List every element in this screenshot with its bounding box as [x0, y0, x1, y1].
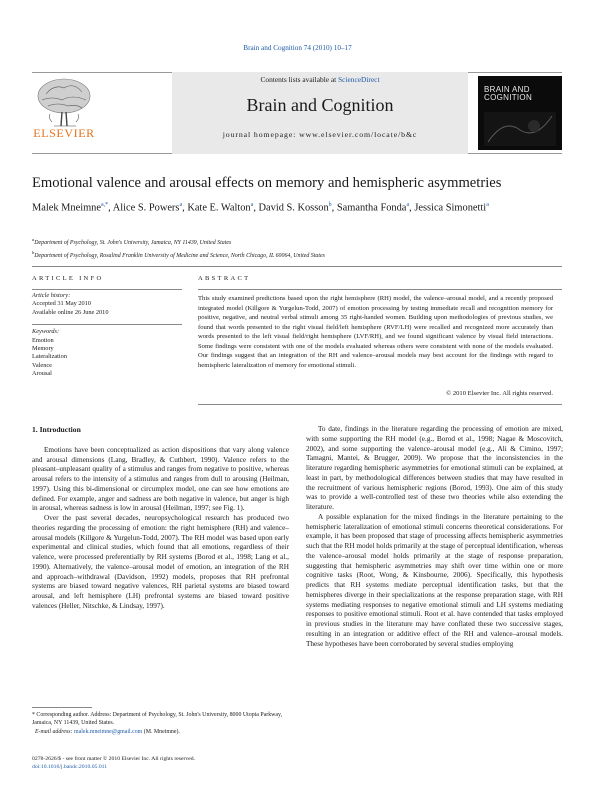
- email-label: E-mail address:: [34, 728, 73, 735]
- history-label: Article history:: [32, 292, 71, 299]
- author-affil-marker: a: [406, 202, 410, 208]
- keyword: Valence: [32, 361, 52, 369]
- article-info: [32, 292, 182, 379]
- keywords-label: Keywords:: [32, 328, 60, 336]
- divider: [32, 266, 562, 267]
- publisher-logo: ELSEVIER: [33, 126, 95, 140]
- right-paragraphs: [306, 425, 563, 649]
- keyword-list: [32, 337, 182, 379]
- keyword: Lateralization: [32, 353, 67, 361]
- cover-title-line2: COGNITION: [484, 93, 533, 102]
- left-paragraphs: [32, 446, 289, 612]
- author-name[interactable]: Samantha Fonda: [336, 202, 407, 214]
- affiliations: [32, 235, 562, 262]
- body-paragraph: To date, findings in the literature regarding the processing of emotion are mixed, with some supporting the RH model (e.g., Borod et al., 1998; Nagae & Moscovitch, 2002), and some supporting the valence–arousal model (e.g., Ali & Cimino, 1997; Tamagni, Mantei, & Brugger, 2009). We propose that the inconsistencies in the literature regarding hemispheric asymmetries for emotional stimuli can be explained, at least in part, by methodological differences between studies that may have resulted in the recruitment of various hemispheric regions (Borod, 1993). One aim of this study was to provide a well-controlled test of these two theories while also extending the literature.: [306, 425, 563, 511]
- article-title: Emotional valence and arousal effects on memory and hemispheric asymmetries: [32, 175, 502, 191]
- cover-title: [484, 86, 532, 102]
- keyword: Emotion: [32, 336, 54, 344]
- keyword: Arousal: [32, 370, 52, 378]
- cover-graphic: [484, 112, 556, 146]
- body-paragraph: Over the past several decades, neuropsychological research has produced two theories regarding the processing of emotion: the right hemisphere (RH) and valence–arousal models (Killgore & Yurgelun-Todd, 2007). The RH model was based upon early experimental and clinical studies, which found that all emotions, regardless of their valence, were processed preferentially by RH systems (Borod et al., 1998; Lang et al., 1990). Alternatively, the valence–arousal model of emotion, an integration of the RH and approach–withdrawal (Davidson, 1992) models, proposes that RH prefrontal systems are biased toward negative valences, RH parietal systems are biased toward arousal, and left hemisphere (LH) prefrontal systems are biased toward positive valences (Heller, Nitschke, & Lindsay, 1997).: [32, 514, 289, 610]
- body-paragraph: A possible explanation for the mixed findings in the literature pertaining to the hemispheric lateralization of emotional stimuli concerns theoretical considerations. For example, it has been proposed that stage of processing affects hemispheric asymmetries such that the RH model holds primarily at the stage of perceptual identification, whereas the valence–arousal model holds primarily at the stage of response preparation, suggesting that hemispheric asymmetries may shift over time within one or more cognitive tasks (Root, Wong, & Kinsbourne, 2006). Specifically, this hypothesis predicts that RH systems mediate perceptual identification tasks, but that the hemispheres diverge in their specializations at the response preparation stage, with RH systems mediating responses to negative emotional stimuli and LH systems mediating responses to positive emotional stimuli. Root et al. have contended that tasks employed in previous studies in the literature may have conflated these two successive stages, resulting in an integration or additive effect of the RH and valence–arousal models. These hypotheses have been corroborated by several studies employing: [306, 512, 563, 648]
- affil-marker: b: [32, 250, 35, 256]
- abstract-text: This study examined predictions based upon the right hemisphere (RH) model, the valence–arousal model, and a recently proposed integrated model (Killgore & Yurgelun-Todd, 2007) of emotion processing by testing immediate recall and recognition memory for positive, negative, and neutral verbal stimuli among 35 right-handed women. Building upon methodologies of previous studies, we found that words presented to the right visual field/left hemisphere (RVF/LH) were recalled and recognized more accurately than words presented to the left visual field/right hemisphere (LVF/RH), and we found significant valence by visual field interactions. Some findings were consistent with one of the models evaluated whereas others were consistent with none of the models evaluated. Our findings suggest that an integration of the RH and valence–arousal models may best account for the findings with regard to hemispheric lateralization of memory for emotional stimuli.: [198, 295, 553, 369]
- author-name[interactable]: Kate E. Walton: [187, 202, 251, 214]
- online-date: Available online 26 June 2010: [32, 308, 109, 316]
- affiliation: $^a$Department of Psychology, St. John's University, Jamaica, NY 11439, United States: [32, 237, 232, 246]
- author-affil-marker: a: [250, 202, 254, 208]
- section-heading: 1. Introduction: [32, 425, 81, 434]
- journal-title: Brain and Cognition: [246, 95, 394, 115]
- page-footer: [32, 755, 289, 771]
- author-name[interactable]: Jessica Simonetti: [414, 202, 487, 214]
- email-link[interactable]: malek.mneimne@gmail.com: [74, 728, 143, 735]
- author-name[interactable]: David S. Kosson: [258, 202, 329, 214]
- corresponding-author: * Corresponding author. Address: Department of Psychology, St. John's University, 8000 Utopia Parkway, Jamaica, NY 11439, United States.: [32, 712, 283, 727]
- copyright: © 2010 Elsevier Inc. All rights reserved.: [446, 390, 553, 397]
- divider: [198, 289, 562, 290]
- author-name[interactable]: Alice S. Powers: [112, 202, 180, 214]
- author-list: Malek Mneimne$^{a,*}$, Alice S. Powers$^a$, Kate E. Walton$^a$, David S. Kosson$^b$, Samantha Fonda$^a$, Jessica Simonetti$^a$: [32, 202, 489, 214]
- journal-homepage[interactable]: journal homepage: www.elsevier.com/locate/b&c: [222, 130, 418, 139]
- abstract-heading: ABSTRACT: [198, 275, 251, 282]
- running-header[interactable]: Brain and Cognition 74 (2010) 10–17: [243, 44, 352, 52]
- author-affil-marker: a,*: [100, 202, 109, 208]
- affiliation: $^b$Department of Psychology, Rosalind Franklin University of Medicine and Science, North Chicago, IL 60064, United States: [32, 250, 325, 260]
- footnote-rule: [32, 707, 92, 708]
- doi-link[interactable]: doi:10.1016/j.bandc.2010.05.011: [32, 764, 108, 770]
- elsevier-tree-logo: [32, 76, 96, 132]
- body-paragraph: Emotions have been conceptualized as action dispositions that vary along valence and arousal dimensions (Lang, Bradley, & Cuthbert, 1990). Valence refers to the pleasant–unpleasant quality of a stimulus and ranges from negative to positive, whereas arousal refers to the intensity of a stimulus and ranges from dull to arousing (Heilman, 1997). Using this bi-dimensional or circumplex model, one can see how emotions are defined. For example, anger and sadness are both negative in valence, but anger is high in arousal, whereas sadness is low in arousal (Heilman, 1997; see Fig. 1).: [32, 445, 289, 513]
- accepted-date: Accepted 31 May 2010: [32, 300, 91, 308]
- email-suffix: (M. Mneimne).: [143, 728, 180, 735]
- footnote: [32, 711, 289, 736]
- divider: [32, 324, 182, 325]
- divider: [32, 289, 182, 290]
- affil-marker: a: [32, 237, 35, 242]
- divider: [198, 404, 562, 405]
- author-name[interactable]: Malek Mneimne: [32, 202, 101, 214]
- body-column-right: [306, 425, 563, 649]
- issn-line: 0278-2626/$ - see front matter © 2010 Elsevier Inc. All rights reserved.: [32, 756, 196, 762]
- keyword: Memory: [32, 345, 54, 353]
- article-info-heading: ARTICLE INFO: [32, 275, 104, 282]
- author-affil-marker: a: [179, 202, 183, 208]
- body-column-left: [32, 425, 289, 612]
- author-affil-marker: a: [486, 202, 489, 208]
- contents-prefix: Contents lists available at: [260, 75, 339, 84]
- journal-cover: [478, 76, 562, 150]
- journal-header-panel: [172, 72, 468, 154]
- sciencedirect-link[interactable]: ScienceDirect: [338, 75, 380, 84]
- author-affil-marker: b: [328, 202, 332, 208]
- cover-title-line1: BRAIN AND: [484, 85, 530, 94]
- contents-line: [172, 75, 468, 84]
